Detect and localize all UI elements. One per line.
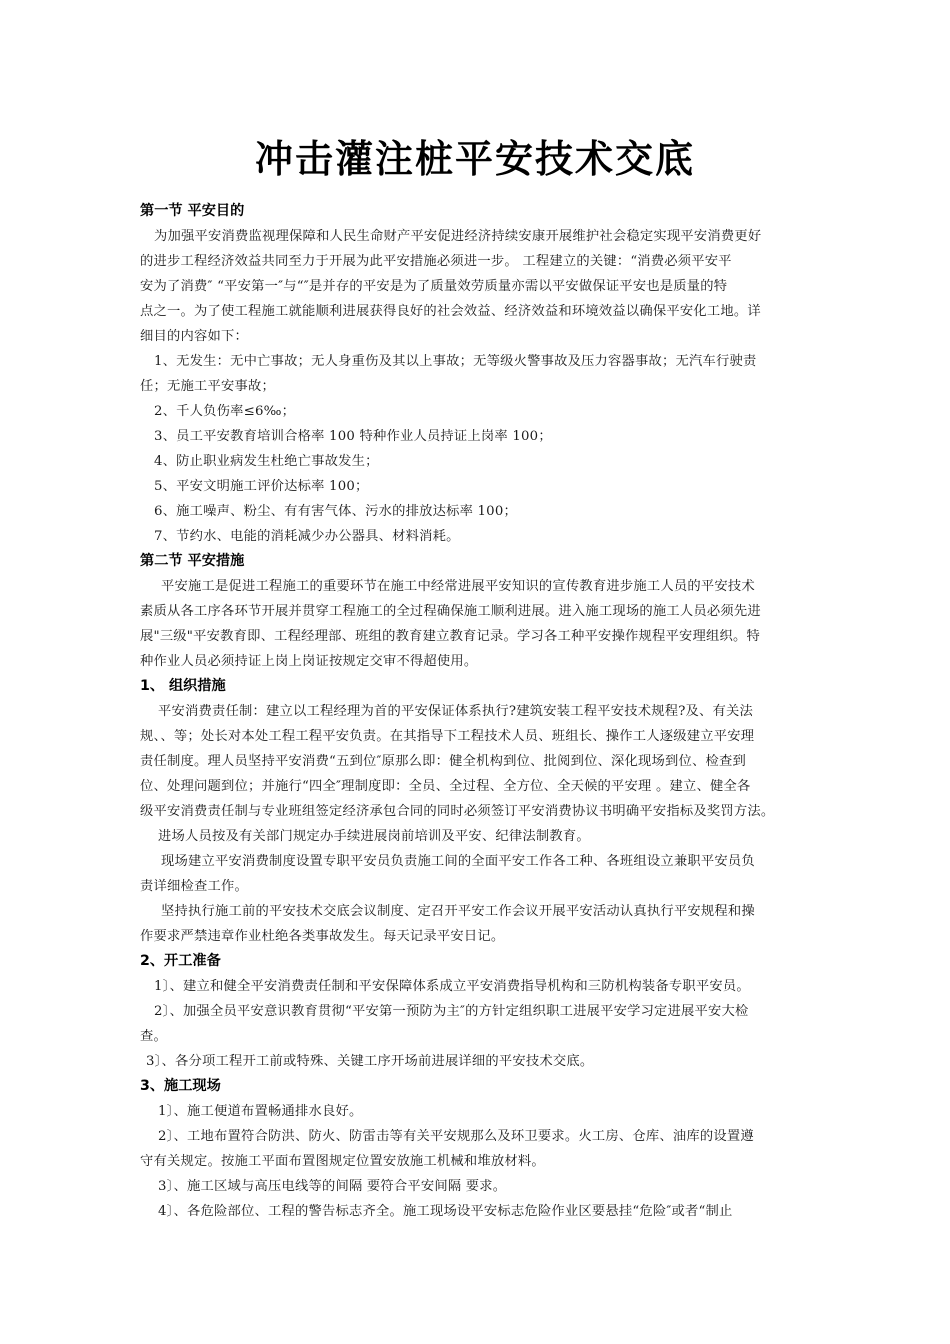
paragraph-line: 点之一。为了使工程施工就能顺利进展获得良好的社会效益、经济效益和环境效益以确保平安化工地。详 (140, 304, 761, 319)
paragraph-line: 展"三级"平安教育即、工程经理部、班组的教育建立教育记录。学习各工种平安操作规程平安理组织。特 (140, 629, 760, 644)
section-heading: 第一节 平安目的 (140, 203, 245, 219)
paragraph-line: 4〕、各危险部位、工程的警告标志齐全。施工现场设平安标志危险作业区要悬挂“危险″或者“制止 (158, 1204, 733, 1219)
paragraph-line: 责详细检查工作。 (140, 879, 248, 894)
paragraph-line: 2、千人负伤率≤6‰； (154, 404, 296, 419)
paragraph-line: 1〕、施工便道布置畅通排水良好。 (158, 1104, 363, 1119)
paragraph-line: 1、无发生：无中亡事故；无人身重伤及其以上事故；无等级火警事故及压力容器事故；无汽车行驶责 (154, 354, 757, 369)
paragraph-line: 任；无施工平安事故； (140, 379, 275, 394)
paragraph-line: 进场人员按及有关部门规定办手续进展岗前培训及平安、纪律法制教育。 (158, 829, 590, 844)
paragraph-line: 坚持执行施工前的平安技术交底会议制度、定召开平安工作会议开展平安活动认真执行平安规程和操 (161, 904, 755, 919)
paragraph-line: 平安消费责任制：建立以工程经理为首的平安保证体系执行?建筑安装工程平安技术规程?及、有关法 (158, 704, 754, 719)
paragraph-line: 4、防止职业病发生杜绝亡事故发生； (154, 454, 379, 469)
paragraph-line: 1〕、建立和健全平安消费责任制和平安保障体系成立平安消费指导机构和三防机构装备专职平安员。 (154, 979, 750, 994)
paragraph-line: 2〕、加强全员平安意识教育贯彻“平安第一预防为主″的方针定组织职工进展平安学习定进展平安大检 (154, 1004, 749, 1019)
paragraph-line: 位、处理问题到位；并施行“四全″理制度即：全员、全过程、全方位、全天候的平安理 。建立、健全各 (140, 779, 751, 794)
paragraph-line: 守有关规定。按施工平面布置图规定位置安放施工机械和堆放材料。 (140, 1154, 545, 1169)
paragraph-line: 种作业人员必须持证上岗上岗证按规定交审不得超使用。 (140, 654, 478, 669)
paragraph-line: 5、平安文明施工评价达标率 100； (154, 479, 369, 494)
document-title: 冲击灌注桩平安技术交底 (254, 136, 695, 181)
paragraph-line: 现场建立平安消费制度设置专职平安员负责施工间的全面平安工作各工种、各班组设立兼职平安员负 (161, 854, 755, 869)
paragraph-line: 平安施工是促进工程施工的重要环节在施工中经常进展平安知识的宣传教育进步施工人员的平安技术 (161, 579, 755, 594)
paragraph-line: 的进步工程经济效益共同至力于开展为此平安措施必须进一步。 工程建立的关键：“消费必须平安平 (140, 254, 732, 269)
paragraph-line: 为加强平安消费监视理保障和人民生命财产平安促进经济持续安康开展维护社会稳定实现平安消费更好 (154, 229, 762, 244)
paragraph-line: 6、施工噪声、粉尘、有有害气体、污水的排放达标率 100； (154, 504, 517, 519)
paragraph-line: 级平安消费责任制与专业班组签定经济承包合同的同时必须签订平安消费协议书明确平安指标及奖罚方法。 (140, 804, 775, 819)
paragraph-line: 3〕、施工区域与高压电线等的间隔 要符合平安间隔 要求。 (158, 1179, 507, 1194)
paragraph-line: 3、员工平安教育培训合格率 100 特种作业人员持证上岗率 100； (154, 429, 552, 444)
paragraph-line: 作要求严禁违章作业杜绝各类事故发生。每天记录平安日记。 (140, 929, 505, 944)
paragraph-line: 2〕、工地布置符合防洪、防火、防雷击等有关平安规那么及环卫要求。火工房、仓库、油库的设置遵 (158, 1129, 754, 1144)
paragraph-line: 规、、等；处长对本处工程工程平安负责。在其指导下工程技术人员、班组长、操作工人逐级建立平安理 (140, 729, 755, 744)
section-heading: 1、 组织措施 (140, 678, 226, 694)
paragraph-line: 素质从各工序各环节开展并贯穿工程施工的全过程确保施工顺利进展。进入施工现场的施工人员必须先进 (140, 604, 761, 619)
section-heading: 3、施工现场 (140, 1078, 221, 1094)
paragraph-line: 查。 (140, 1029, 167, 1044)
paragraph-line: 7、节约水、电能的消耗减少办公器具、材料消耗。 (154, 529, 460, 544)
paragraph-line: 安为了消费″ “平安第一″与“″是并存的平安是为了质量效劳质量亦需以平安做保证平安也是质量的特 (140, 279, 728, 294)
section-heading: 第二节 平安措施 (140, 553, 245, 569)
paragraph-line: 3〕、各分项工程开工前或特殊、关键工序开场前进展详细的平安技术交底。 (146, 1054, 594, 1069)
paragraph-line: 责任制度。理人员坚持平安消费“五到位″原那么即：健全机构到位、批阅到位、深化现场到位、检查到 (140, 754, 747, 769)
document-body (140, 199, 816, 1224)
section-heading: 2、开工准备 (140, 953, 221, 969)
paragraph-line: 细目的内容如下： (140, 329, 248, 344)
